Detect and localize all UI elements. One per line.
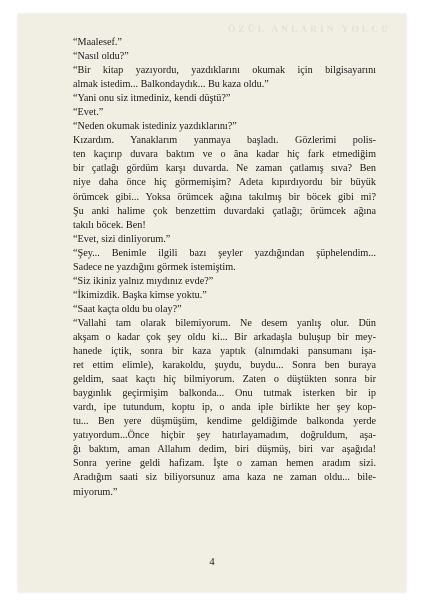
paragraph [60, 233, 376, 247]
text-line: akşam o kadar çok şey oldu ki... Bir arkadaşla buluşup bir mey- [73, 331, 376, 343]
text-line: ğı baktım, aman Allahım dedim, biri düşmüş, biri var aşağıda! [73, 444, 376, 456]
text-line: ret ettim elimle), karakoldu, şuydu, buydu... Sonra ben buraya [73, 360, 376, 372]
paragraph [60, 50, 376, 64]
text-line: “Nasıl oldu?” [73, 51, 129, 63]
text-line: “Siz ikiniz yalnız mıydınız evde?” [73, 275, 214, 287]
page-number: 4 [209, 557, 215, 568]
text-line: bir çatlağı gördüm karşı duvarda. Ne zaman çatlamış sıva? Ben [73, 163, 376, 175]
paragraph [60, 134, 376, 232]
paragraph [60, 120, 376, 134]
text-line: niye daha önce hiç görmemişim? Adeta kıpırdıyordu bir büyük [73, 177, 376, 189]
paragraph [60, 64, 376, 92]
text-line: Sadece ne yazdığını görmek istemiştim. [73, 261, 236, 273]
text-line: “Vallahi tam olarak bilemiyorum. Ne desem yanlış olur. Dün [73, 317, 376, 329]
text-line: “Evet.” [73, 107, 104, 119]
text-line: takılı böcek. Ben! [73, 219, 146, 231]
text-line: tu... Ben yere düşmüşüm, kendime geldiğimde balkonda yerde [73, 416, 376, 428]
paragraph [60, 317, 376, 500]
text-line: örümcek gibi... Yoksa örümcek ağına takılmış bir böcek gibi mi? [73, 191, 376, 203]
paragraph [60, 106, 376, 120]
text-line: “Bir kitap yazıyordu, yazdıklarını okumak için bilgisayarını [73, 65, 376, 77]
text-line: Kızardım. Yanaklarım yanmaya başladı. Gözlerimi polis- [73, 135, 376, 147]
text-line: “Yani onu siz itmediniz, kendi düştü?” [73, 93, 231, 105]
paragraph [60, 247, 376, 275]
text-line: Sonra yerine geldi hafizam. İşte o zaman hemen aradım sizi. [73, 458, 376, 470]
text-line: “Saat kaçta oldu bu olay?” [73, 303, 182, 315]
body-text [60, 36, 376, 500]
text-line: yatıyordum...Önce hiçbir şey hatırlayamadım, doğruldum, aşa- [73, 430, 376, 442]
bleed-through-heading: ÖZÜL ANLARIN YOLCU [228, 25, 391, 35]
text-line: “Evet, sizi dinliyorum.” [73, 233, 171, 245]
text-line: Şu anki halime çok benzettim duvardaki çatlağı; örümcek ağına [73, 205, 376, 217]
paragraph [60, 303, 376, 317]
text-line: hanede içtik, sonra bir kaza yaptık (alnımdaki pansumanı işa- [73, 346, 376, 358]
text-line: “Maalesef.” [73, 37, 122, 48]
paragraph [60, 289, 376, 303]
text-line: ten kaçırıp duvara baktım ve o âna kadar hiç fark etmediğim [73, 149, 376, 161]
text-line: “İkimizdik. Başka kimse yoktu.” [73, 289, 207, 301]
paragraph [60, 92, 376, 106]
text-line: baygınlık geçirmişim balkonda... Onu tutmak isterken bir ip [73, 388, 376, 400]
text-line: “Neden okumak istediniz yazdıklarını?” [73, 121, 237, 133]
text-line: geldim, saat kaçtı hiç bilmiyorum. Zaten o düştükten sonra bir [73, 374, 376, 386]
text-line: vardı, ipe tutundum, koptu ip, o anda iple birlikte her şey kop- [73, 402, 376, 414]
text-line: miyorum.” [73, 486, 118, 498]
paragraph [60, 36, 376, 50]
paragraph [60, 275, 376, 289]
text-line: “Şey... Benimle ilgili bazı şeyler yazdığından şüphelendim... [73, 247, 376, 259]
book-page [18, 14, 406, 592]
text-line: Aradığım saati siz biliyorsunuz ama kaza ne zaman oldu... bile- [73, 472, 376, 484]
text-line: almak istedim... Balkondaydık... Bu kaza oldu.” [73, 79, 269, 91]
